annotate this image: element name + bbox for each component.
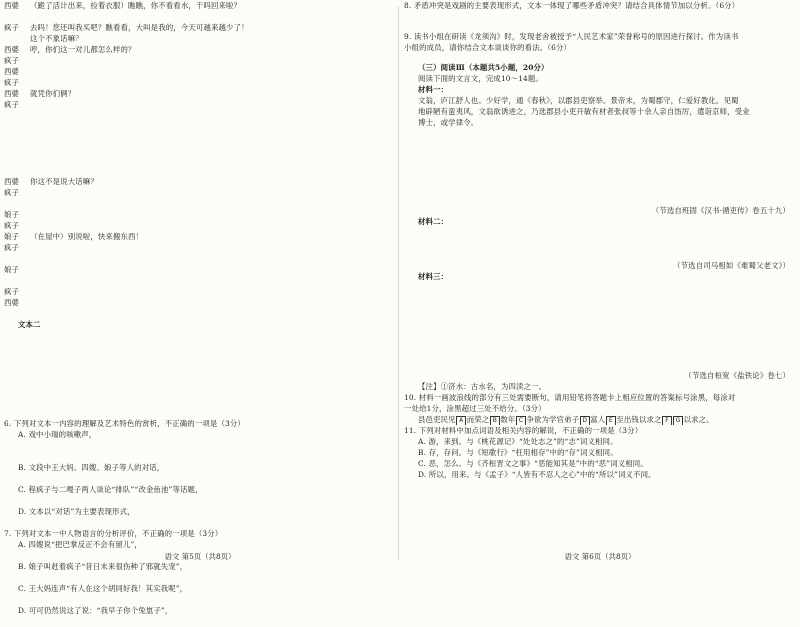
dialogue-line [4, 88, 396, 99]
speech-text [30, 220, 396, 231]
reading-instruction: 阅读下面的文言文，完成10～14题。 [418, 74, 543, 83]
material-2-text [404, 227, 796, 260]
speaker-name [4, 33, 30, 44]
material-1-text [404, 95, 796, 205]
dialogue-line [4, 154, 396, 165]
q7-option-line-8 [4, 616, 396, 627]
dialogue-line [4, 242, 396, 253]
speech-text [30, 132, 396, 143]
material-2-line-2 [404, 238, 796, 249]
q6-option-line-1: A. 戏中小瑞的咳嗽声， [18, 430, 97, 439]
speech-text [30, 110, 396, 121]
dialogue-line [4, 165, 396, 176]
text2-line-7 [4, 396, 396, 407]
q9-line-1: 9. 读书小组在研读《龙须沟》时，发现老舍被授予“人民艺术家”荣誉称号的原因进行探讨。作为读书 [404, 32, 739, 41]
sentence-segment: 争欲为学官弟子 [526, 414, 580, 424]
speaker-name: 疯子 [4, 221, 20, 230]
speaker-name: 西婆 [4, 89, 20, 98]
speech-text [30, 121, 396, 132]
material-2-source: （节选自司马相如《难蜀父老文》） [673, 261, 790, 270]
speaker-name [4, 11, 30, 22]
speech-text [30, 11, 396, 22]
q6-option-line-7 [4, 495, 396, 506]
dialogue-line [4, 264, 396, 275]
dialogue-line [4, 121, 396, 132]
speaker-name [4, 275, 30, 286]
material-3-line-7 [404, 348, 796, 359]
text2-title: 文本二 [18, 320, 41, 329]
q6-option-line-5 [4, 473, 396, 484]
material-1-source: （节选自班固《汉书·循吏传》卷五十九） [651, 206, 790, 215]
speaker-name: 西婆 [4, 1, 20, 10]
q7-option-line-5: C. 王大妈连声“有人在这个胡同好我！其实我呢”， [18, 584, 188, 593]
speaker-name: 疯子 [4, 188, 20, 197]
q6-option-line-8: D. 文本以“对话”为主要表现形式， [18, 507, 135, 516]
material-1-line-9 [404, 183, 796, 194]
material-2-line-1 [404, 227, 796, 238]
material-1-line-6 [404, 150, 796, 161]
speech-text: 哼，你们这一对儿都怎么样的？ [30, 45, 136, 54]
q6-option-line-6: C. 程疯子与二嘎子两人谈论“排队”“改金鱼池”等话题， [18, 485, 203, 494]
dialogue-line [4, 297, 396, 308]
speaker-name: 娘子 [4, 265, 20, 274]
speaker-name: 疯子 [4, 56, 20, 65]
material-3-line-8 [404, 359, 796, 370]
material-3-source: （节选自桓宽《盐铁论》卷七） [684, 371, 790, 380]
q10-breakpoints [456, 414, 684, 425]
material-1-line-3: 博士，或学律令。 [418, 118, 479, 127]
dialogue-line [4, 66, 396, 77]
material-1-line-4 [404, 128, 796, 139]
q8-block [404, 0, 796, 22]
speaker-name: 娘子 [4, 232, 20, 241]
q7-option-line-3: B. 娘子叫赶着疯子“昔日未来很伤种了邪就失宠”， [18, 562, 188, 571]
speech-text [30, 286, 396, 297]
q7-option-line-1: A. 四嫂说“把巴掌反正不会有留儿”， [18, 540, 142, 549]
speech-text: 你这不是说大话嘛？ [30, 177, 98, 186]
speaker-name [4, 110, 30, 121]
speech-text [30, 165, 396, 176]
speaker-name [4, 132, 30, 143]
speech-text: （在屋中）别说啦，快来搬东西！ [30, 232, 144, 241]
speech-text: 去吗！您还叫我买吧？瞧看看，大叫是我的，今天可越来越少了！ [30, 23, 249, 32]
q6-stem: 6. 下列对文本一内容的理解及艺术特色的赏析，不正确的一项是（3分） [4, 419, 245, 428]
material-3-line-3 [404, 304, 796, 315]
dialogue-line [4, 33, 396, 44]
q9-block [404, 31, 796, 53]
material-1-line-8 [404, 172, 796, 183]
q8-line-2 [404, 11, 796, 22]
material-3-line-4 [404, 315, 796, 326]
q10-sentence-end: 以求之。 [683, 415, 714, 424]
text2-paragraph [4, 330, 396, 418]
dialogue-line [4, 176, 396, 187]
speaker-name: 西婆 [4, 45, 20, 54]
material-1-line-10 [404, 194, 796, 205]
speech-text [30, 275, 396, 286]
speech-text [30, 297, 396, 308]
speech-text [30, 242, 396, 253]
q10-block [404, 392, 796, 414]
text2-line-5 [4, 374, 396, 385]
material-3-line-6 [404, 337, 796, 348]
text2-line-4 [4, 363, 396, 374]
dialogue-block [4, 0, 396, 319]
dialogue-line [4, 99, 396, 110]
speech-text [30, 66, 396, 77]
q11-option-line-1: A. 游，来到。与《桃花源记》“处处志之”的“志”词义相同。 [418, 437, 618, 446]
q10-line-2: 一处给1分，涂黑超过三处不给分。（3分） [404, 404, 546, 413]
dialogue-line [4, 308, 396, 319]
q6-option-line-9 [4, 517, 396, 528]
speaker-name [4, 165, 30, 176]
speaker-name: 疯子 [4, 243, 20, 252]
q11-option-line-2: B. 存，存问。与《短歌行》“枉用相存”中的“存”词义相同。 [418, 448, 618, 457]
q10-sentence [404, 414, 796, 425]
dialogue-line [4, 22, 396, 33]
speech-text [30, 308, 396, 319]
dialogue-line [4, 44, 396, 55]
q11-option-line-4: D. 所以，用来。与《孟子》“人皆有不忍人之心”中的“所以”词义不同。 [418, 470, 656, 479]
q11-options [404, 436, 796, 480]
speaker-name: 西婆 [4, 298, 20, 307]
speaker-name: 疯子 [4, 78, 20, 87]
speech-text: （跪了活计出来，捡着衣服）瞧瞧，你不看看水，干吗回来啦？ [30, 1, 242, 10]
material-1-line-7 [404, 161, 796, 172]
material-3-text [404, 282, 796, 370]
sentence-segment: 富人 [590, 414, 606, 424]
dialogue-line [4, 286, 396, 297]
dialogue-line [4, 55, 396, 66]
dialogue-line [4, 209, 396, 220]
breakpoint-box: E [606, 416, 616, 426]
material-3-line-2 [404, 293, 796, 304]
section-heading: （三）阅读Ⅲ（本题共5小题，20分） [418, 63, 549, 72]
page-footer-right: 语文 第6页（共8页） [564, 552, 636, 561]
material-1-line-5 [404, 139, 796, 150]
q10-sentence-start: 县邑吏民见 [418, 415, 456, 424]
speaker-name [4, 198, 30, 209]
breakpoint-box: B [490, 416, 500, 426]
speech-text [30, 187, 396, 198]
breakpoint-box: D [580, 416, 590, 426]
q6-option-line-4: B. 文段中王大妈、四嫂、娘子等人的对话， [18, 463, 165, 472]
speaker-name: 疯子 [4, 23, 20, 32]
speech-text [30, 99, 396, 110]
dialogue-line [4, 275, 396, 286]
speech-text [30, 198, 396, 209]
speaker-name [4, 253, 30, 264]
material-1-line-1: 文翁，庐江舒人也。少好学，通《春秋》，以郡县吏察举。景帝末，为蜀郡守，仁爱好教化。见蜀 [418, 96, 739, 105]
speech-text [30, 143, 396, 154]
text2-line-6 [4, 385, 396, 396]
q7-option-line-4 [4, 572, 396, 583]
q8-line-1: 8. 矛盾冲突是戏剧的主要表现形式，文本一体现了哪些矛盾冲突？请结合具体情节加以分析。（6分） [404, 1, 740, 10]
q6-option-line-2 [4, 440, 396, 451]
dialogue-line [4, 0, 396, 11]
material-3-line-5 [404, 326, 796, 337]
breakpoint-box: C [516, 416, 526, 426]
page-footer-left: 语文 第5页（共8页） [164, 552, 236, 561]
dialogue-line [4, 220, 396, 231]
material-2-title: 材料二： [418, 217, 449, 226]
material-3-title: 材料三： [418, 272, 449, 281]
material-3-line-1 [404, 282, 796, 293]
material-1-line-2: 地辟陋有蛮夷风，文翁欲诱进之，乃选郡县小吏开敏有材者张叔等十余人亲自饬厉，遣诣京师，受业 [418, 107, 750, 116]
text2-line-2 [4, 341, 396, 352]
speaker-name: 娘子 [4, 210, 20, 219]
material-1-title: 材料一： [418, 85, 449, 94]
breakpoint-box: F [662, 416, 672, 426]
dialogue-line [4, 253, 396, 264]
speaker-name: 疯子 [4, 287, 20, 296]
page-6 [404, 0, 796, 566]
speaker-name [4, 121, 30, 132]
dialogue-line [4, 231, 396, 242]
text2-line-1 [4, 330, 396, 341]
text2-line-3 [4, 352, 396, 363]
dialogue-line [4, 198, 396, 209]
speaker-name [4, 154, 30, 165]
q10-line-1: 10. 材料一画波浪线的部分有三处需要断句，请用铅笔将答题卡上相应位置的答案标号涂黑，每涂对 [404, 393, 736, 402]
material-2-line-3 [404, 249, 796, 260]
q11-stem: 11. 下列对材料中加点词语及相关内容的解说，不正确的一项是（3分） [404, 426, 643, 435]
q6-option-line-3 [4, 451, 396, 462]
speaker-name [4, 143, 30, 154]
speaker-name: 西婆 [4, 177, 20, 186]
dialogue-line [4, 77, 396, 88]
q7-option-line-6 [4, 594, 396, 605]
sentence-segment: 而荣之 [466, 414, 490, 424]
speech-text: 这个不象话嘛？ [30, 34, 83, 43]
speech-text [30, 77, 396, 88]
breakpoint-box: A [456, 416, 466, 426]
dialogue-line [4, 132, 396, 143]
speaker-name: 疯子 [4, 100, 20, 109]
speech-text [30, 55, 396, 66]
speech-text: 就凭你们俩？ [30, 89, 76, 98]
q9-line-2: 小组的成员，请你结合文本谈谈你的看法。（6分） [404, 43, 572, 52]
speaker-name: 西婆 [4, 67, 20, 76]
q6-options [4, 429, 396, 528]
speech-text [30, 253, 396, 264]
q7-option-line-7: D. 可可仍然说这了说：“我早子你个兔崽子”， [18, 606, 173, 615]
breakpoint-box: G [673, 416, 683, 426]
speaker-name [4, 308, 30, 319]
q11-option-line-3: C. 恶，怎么。与《齐桓晋文之事》“恶能知其是”中的“恶”词义相同。 [418, 459, 648, 468]
dialogue-line [4, 143, 396, 154]
page-5 [4, 0, 396, 615]
page-divider [398, 6, 399, 560]
speech-text [30, 264, 396, 275]
speech-text [30, 209, 396, 220]
dialogue-line [4, 11, 396, 22]
dialogue-line [4, 187, 396, 198]
text2-line-8 [4, 407, 396, 418]
footnote: 【注】①济水：古水名，为四渎之一。 [418, 382, 547, 391]
q7-stem: 7. 下列对文本一中人物语言的分析评价，不正确的一项是（3分） [4, 529, 223, 538]
sentence-segment: 数年 [500, 414, 516, 424]
dialogue-line [4, 110, 396, 121]
speech-text [30, 154, 396, 165]
sentence-segment: 至出钱以求之 [616, 414, 662, 424]
